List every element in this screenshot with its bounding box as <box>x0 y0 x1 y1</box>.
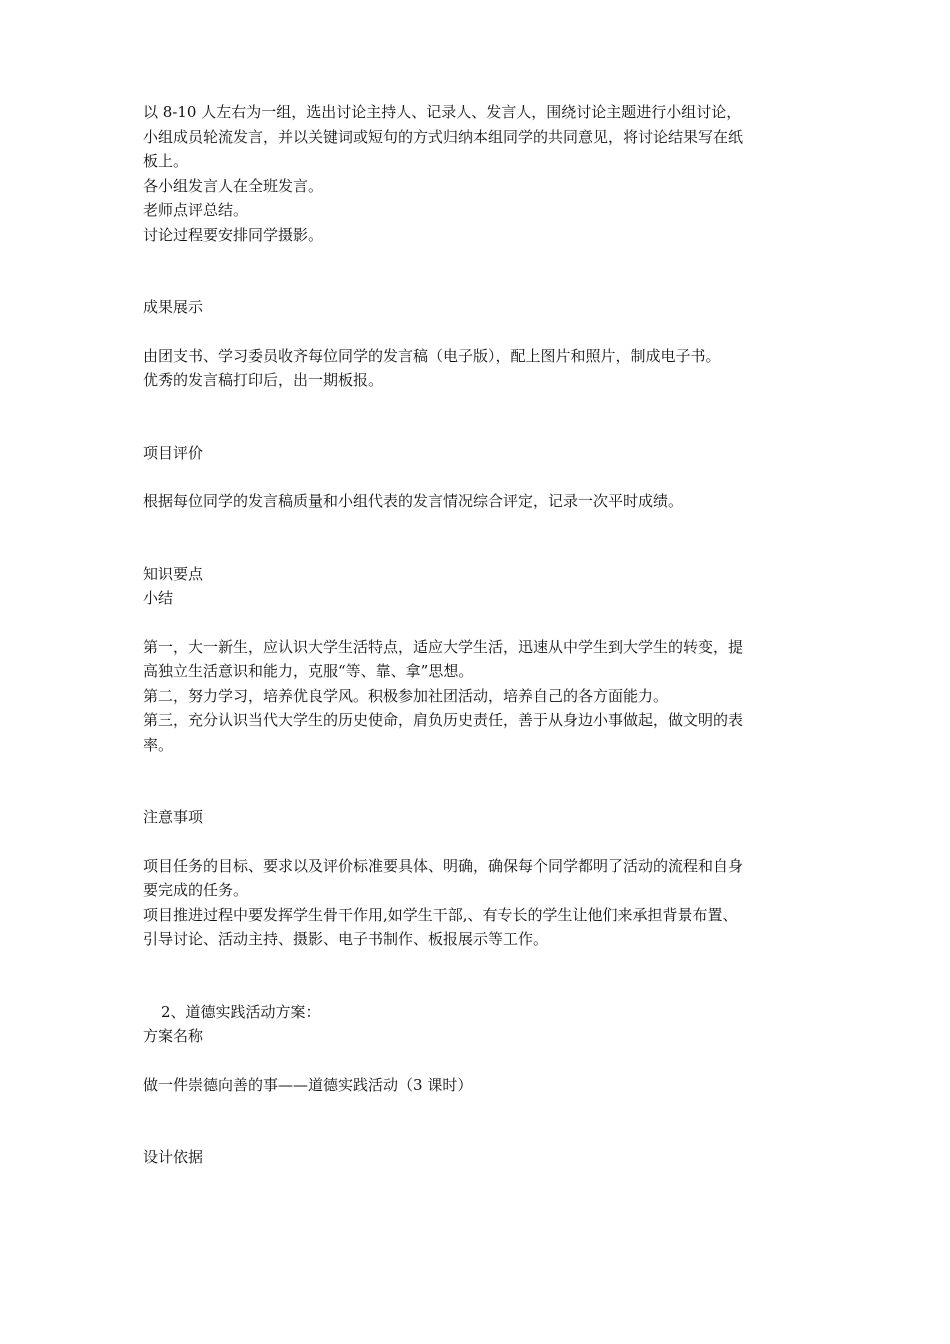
notes-line: 要完成的任务。 <box>143 881 249 899</box>
knowledge-heading: 知识要点 <box>143 564 204 583</box>
intro-line: 老师点评总结。 <box>143 201 249 219</box>
spacer <box>143 611 823 635</box>
spacer <box>143 830 823 854</box>
spacer <box>143 1097 823 1145</box>
spacer <box>143 393 823 441</box>
spacer <box>143 757 823 805</box>
spacer <box>143 465 823 489</box>
plan-name-heading: 方案名称 <box>143 1027 204 1045</box>
spacer <box>143 247 823 295</box>
knowledge-line: 率。 <box>143 735 174 754</box>
knowledge-line: 第二，努力学习，培养优良学风。积极参加社团活动，培养自己的各方面能力。 <box>143 686 669 705</box>
plan-name-value: 做一件崇德向善的事——道德实践活动（3 课时） <box>143 1075 473 1094</box>
results-line: 由团支书、学习委员收齐每位同学的发言稿（电子版），配上图片和照片，制成电子书。 <box>143 346 721 365</box>
notes-line: 项目任务的目标、要求以及评价标准要具体、明确，确保每个同学都明了活动的流程和自身 <box>143 856 744 875</box>
results-heading: 成果展示 <box>143 298 204 316</box>
knowledge-line: 第三，充分认识当代大学生的历史使命，肩负历史责任，善于从身边小事做起，做文明的表 <box>143 711 744 729</box>
spacer <box>143 320 823 344</box>
knowledge-subheading: 小结 <box>143 589 174 607</box>
intro-line: 各小组发言人在全班发言。 <box>143 176 324 195</box>
notes-heading: 注意事项 <box>143 808 204 826</box>
evaluation-heading: 项目评价 <box>143 443 204 462</box>
intro-line: 小组成员轮流发言，并以关键词或短句的方式归纳本组同学的共同意见，将讨论结果写在纸 <box>143 127 744 146</box>
spacer <box>143 952 823 1000</box>
notes-line: 引导讨论、活动主持、摄影、电子书制作、板报展示等工作。 <box>143 930 549 948</box>
knowledge-line: 第一，大一新生，应认识大学生活特点，适应大学生活，迅速从中学生到大学生的转变，提 <box>143 637 744 656</box>
plan-basis-heading: 设计依据 <box>143 1148 204 1166</box>
plan-title: 2、道德实践活动方案： <box>161 1002 321 1021</box>
intro-line: 讨论过程要安排同学摄影。 <box>143 225 324 244</box>
spacer <box>143 1049 823 1073</box>
evaluation-line: 根据每位同学的发言稿质量和小组代表的发言情况综合评定，记录一次平时成绩。 <box>143 492 684 510</box>
intro-line: 板上。 <box>143 152 189 170</box>
intro-line: 以 8-10 人左右为一组，选出讨论主持人、记录人、发言人，围绕讨论主题进行小组讨论， <box>143 103 742 121</box>
results-line: 优秀的发言稿打印后，出一期板报。 <box>143 371 384 389</box>
notes-line: 项目推进过程中要发挥学生骨干作用,如学生干部,、有专长的学生让他们来承担背景布置、 <box>143 905 738 924</box>
document-page <box>143 100 823 1170</box>
spacer <box>143 514 823 562</box>
knowledge-line: 高独立生活意识和能力，克服“等、靠、拿”思想。 <box>143 662 474 680</box>
